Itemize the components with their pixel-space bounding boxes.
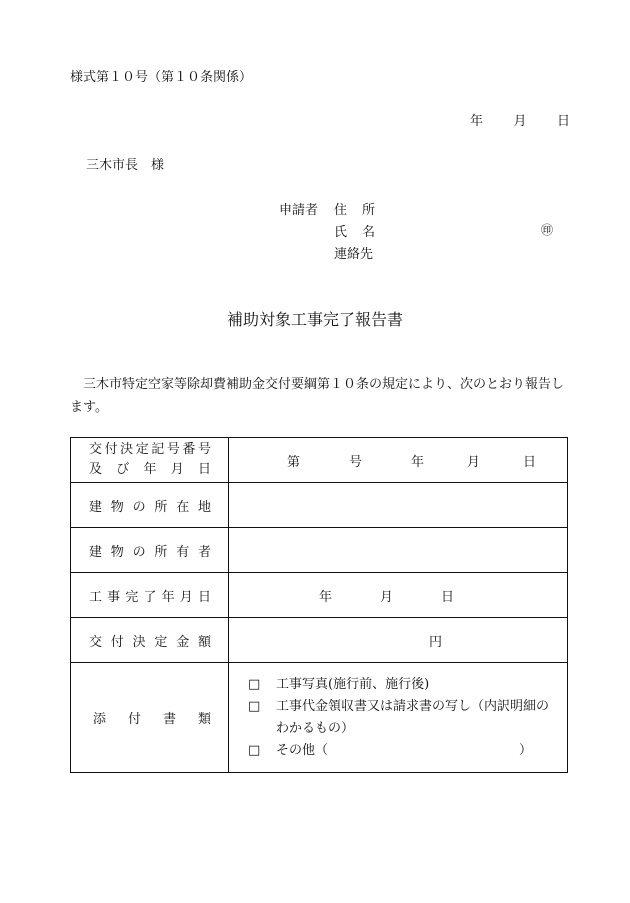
attachment-item[interactable] bbox=[248, 696, 561, 718]
applicant-address-label bbox=[334, 199, 375, 218]
label-char: 年 bbox=[161, 589, 175, 605]
location-label bbox=[71, 483, 229, 528]
label-char: 物 bbox=[110, 499, 124, 515]
owner-label bbox=[71, 528, 229, 573]
indent-spacer bbox=[248, 718, 276, 740]
label-char: 了 bbox=[143, 589, 157, 605]
date-day-label: 日 bbox=[556, 114, 570, 129]
label-char: 記 bbox=[151, 442, 165, 457]
label-char: 工 bbox=[89, 589, 103, 605]
checkbox-icon[interactable]: □ bbox=[248, 676, 261, 692]
table-row bbox=[71, 663, 568, 773]
month-label: 月 bbox=[380, 589, 394, 605]
owner-value[interactable] bbox=[229, 528, 568, 573]
label-char: 交 bbox=[89, 442, 103, 457]
year-label: 年 bbox=[319, 589, 333, 605]
label-char: 在 bbox=[176, 499, 190, 515]
day-label: 日 bbox=[441, 589, 455, 605]
table-row bbox=[71, 573, 568, 618]
label-char: 号 bbox=[197, 442, 211, 457]
location-value[interactable] bbox=[229, 483, 568, 528]
year-label: 年 bbox=[411, 454, 425, 470]
yen-unit: 円 bbox=[429, 634, 443, 650]
table-row bbox=[71, 483, 568, 528]
label-char: 書 bbox=[162, 712, 176, 727]
label-char: 日 bbox=[197, 462, 211, 477]
label-char: 類 bbox=[197, 712, 211, 727]
attachment-text: 工事写真(施行前、施行後) bbox=[276, 676, 430, 692]
label-char: 交 bbox=[89, 634, 103, 650]
applicant-name-label bbox=[334, 221, 375, 240]
applicant-label: 申請者 bbox=[279, 203, 319, 218]
day-label: 日 bbox=[523, 454, 537, 470]
attachment-item bbox=[248, 718, 561, 740]
label-char: 月 bbox=[179, 589, 193, 605]
seal-mark: ㊞ bbox=[541, 223, 554, 237]
label-char: の bbox=[132, 499, 146, 515]
attachment-item[interactable] bbox=[248, 674, 561, 696]
date-year-label: 年 bbox=[470, 114, 484, 129]
label-char: び bbox=[116, 462, 130, 477]
label-char: の bbox=[132, 544, 146, 560]
label-char: 事 bbox=[107, 589, 121, 605]
month-label: 月 bbox=[467, 454, 481, 470]
label-char: 額 bbox=[197, 634, 211, 650]
name-char: 氏 bbox=[334, 225, 348, 240]
other-label: その他（ bbox=[276, 742, 329, 758]
address-char: 住 bbox=[334, 203, 348, 218]
decision-label-line2 bbox=[89, 460, 211, 480]
recipient: 三木市長 様 bbox=[86, 158, 165, 173]
go-label: 号 bbox=[349, 454, 363, 470]
checkbox-icon[interactable]: □ bbox=[248, 698, 261, 714]
label-char: 所 bbox=[154, 544, 168, 560]
label-char: 決 bbox=[120, 442, 134, 457]
decision-number-label bbox=[71, 438, 229, 483]
label-char: 番 bbox=[182, 442, 196, 457]
form-number: 様式第１０号（第１０条関係） bbox=[70, 70, 253, 85]
document-title: 補助対象工事完了報告書 bbox=[226, 310, 403, 329]
label-char: 付 bbox=[104, 442, 118, 457]
label-char: 年 bbox=[143, 462, 157, 477]
table-row bbox=[71, 438, 568, 483]
label-char: 完 bbox=[125, 589, 139, 605]
label-char: 建 bbox=[89, 499, 103, 515]
applicant-contact-label: 連絡先 bbox=[334, 247, 374, 262]
dai-label: 第 bbox=[287, 454, 301, 470]
amount-value[interactable] bbox=[229, 618, 568, 663]
report-table bbox=[70, 437, 568, 773]
completion-date-value[interactable] bbox=[229, 573, 568, 618]
attachments-value bbox=[229, 663, 568, 773]
label-char: 付 bbox=[110, 634, 124, 650]
attachments-label bbox=[71, 663, 229, 773]
date-line bbox=[470, 110, 570, 129]
table-row bbox=[71, 618, 568, 663]
decision-number-value[interactable] bbox=[229, 438, 568, 483]
attachment-text: わかるもの） bbox=[276, 720, 355, 736]
label-char: 地 bbox=[197, 499, 211, 515]
label-char: 定 bbox=[154, 634, 168, 650]
label-char: 物 bbox=[110, 544, 124, 560]
label-char: 付 bbox=[127, 712, 141, 727]
date-month-label: 月 bbox=[513, 114, 527, 129]
completion-date-label bbox=[71, 573, 229, 618]
checkbox-icon[interactable]: □ bbox=[248, 742, 261, 758]
label-char: 有 bbox=[176, 544, 190, 560]
amount-label bbox=[71, 618, 229, 663]
attachment-item-other[interactable] bbox=[248, 740, 561, 762]
body-text: 三木市特定空家等除却費補助金交付要綱第１０条の規定により、次のとおり報告します。 bbox=[70, 377, 565, 415]
label-char: 号 bbox=[166, 442, 180, 457]
label-char: 月 bbox=[170, 462, 184, 477]
label-char: 決 bbox=[132, 634, 146, 650]
label-char: 者 bbox=[197, 544, 211, 560]
label-char: 建 bbox=[89, 544, 103, 560]
label-char: 所 bbox=[154, 499, 168, 515]
label-char: 及 bbox=[89, 462, 103, 477]
decision-label-line1 bbox=[89, 440, 211, 460]
label-char: 添 bbox=[93, 712, 107, 727]
attachment-text: 工事代金領収書又は請求書の写し（内訳明細の bbox=[276, 698, 550, 714]
label-char: 日 bbox=[197, 589, 211, 605]
name-char: 名 bbox=[361, 225, 375, 240]
table-row bbox=[71, 528, 568, 573]
address-char: 所 bbox=[361, 203, 375, 218]
label-char: 金 bbox=[176, 634, 190, 650]
label-char: 定 bbox=[135, 442, 149, 457]
other-close: ） bbox=[518, 742, 532, 758]
